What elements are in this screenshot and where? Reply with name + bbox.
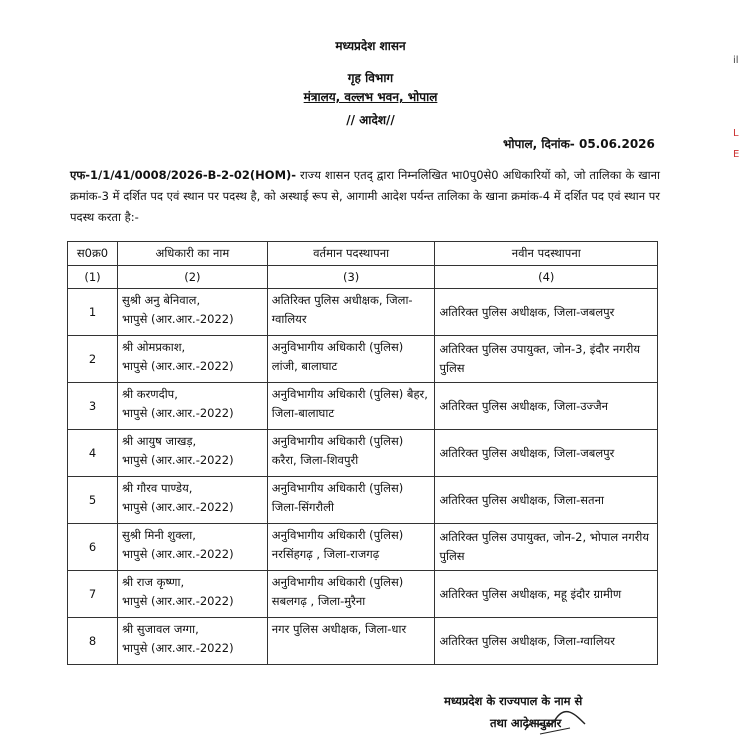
serial-number: 7 <box>68 571 118 618</box>
handwritten-signature <box>520 708 590 738</box>
serial-number: 6 <box>68 524 118 571</box>
margin-mark: L <box>733 128 739 139</box>
signoff-line-2: तथा आदेशानुसार <box>490 716 562 730</box>
officer-name: श्री गौरव पाण्डेय, <box>121 481 193 495</box>
issuer-department: गृह विभाग <box>347 71 394 85</box>
new-posting: अतिरिक्त पुलिस अधीक्षक, महू इंदौर ग्रामीण <box>435 571 658 618</box>
current-posting: अनुविभागीय अधिकारी (पुलिस) लांजी, बालाघाट <box>267 336 435 383</box>
officer-name: श्री ओमप्रकाश, <box>121 340 186 354</box>
officer-service: भापुसे (आर.आर.-2022) <box>121 312 234 326</box>
officer-service: भापुसे (आर.आर.-2022) <box>121 359 234 373</box>
table-row <box>68 289 658 336</box>
officer-cell <box>117 524 267 571</box>
officer-service: भापुसे (आर.आर.-2022) <box>121 641 234 655</box>
table-row <box>68 571 658 618</box>
current-posting: अतिरिक्त पुलिस अधीक्षक, जिला-ग्वालियर <box>267 289 435 336</box>
current-posting: अनुविभागीय अधिकारी (पुलिस) करैरा, जिला-शिवपुरी <box>267 430 435 477</box>
officer-cell <box>117 430 267 477</box>
order-date: भोपाल, दिनांक- 05.06.2026 <box>503 137 655 151</box>
serial-number: 2 <box>68 336 118 383</box>
order-text: राज्य शासन एतद् द्वारा निम्नलिखित भा0पु0से0 अधिकारियों को, जो तालिका के खाना क्रमांक-3 में दर्शित पद एवं स्थान पर पदस्थ है, को अस्थाई रूप से, आगामी आदेश पर्यन्त तालिका के खाना क्रमांक-4 में दर्शित पद एवं स्थान पर पदस्थ करता है:- <box>70 168 660 224</box>
serial-number: 5 <box>68 477 118 524</box>
current-posting: अनुविभागीय अधिकारी (पुलिस) नरसिंहगढ़ , जिला-राजगढ़ <box>267 524 435 571</box>
order-heading: // आदेश// <box>346 113 395 127</box>
current-posting: नगर पुलिस अधीक्षक, जिला-धार <box>267 618 435 665</box>
current-posting: अनुविभागीय अधिकारी (पुलिस) बैहर, जिला-बालाघाट <box>267 383 435 430</box>
column-number: (4) <box>435 266 658 289</box>
serial-number: 1 <box>68 289 118 336</box>
new-posting: अतिरिक्त पुलिस अधीक्षक, जिला-सतना <box>435 477 658 524</box>
serial-number: 3 <box>68 383 118 430</box>
new-posting: अतिरिक्त पुलिस अधीक्षक, जिला-जबलपुर <box>435 430 658 477</box>
posting-table <box>67 241 658 665</box>
table-row <box>68 477 658 524</box>
signoff-line-1: मध्यप्रदेश के राज्यपाल के नाम से <box>444 694 583 708</box>
new-posting: अतिरिक्त पुलिस उपायुक्त, जोन-3, इंदौर नगरीय पुलिस <box>435 336 658 383</box>
new-posting: अतिरिक्त पुलिस उपायुक्त, जोन-2, भोपाल नगरीय पुलिस <box>435 524 658 571</box>
issuer-government: मध्यप्रदेश शासन <box>335 39 406 53</box>
current-posting: अनुविभागीय अधिकारी (पुलिस) सबलगढ़ , जिला-मुरैना <box>267 571 435 618</box>
officer-service: भापुसे (आर.आर.-2022) <box>121 453 234 467</box>
table-row <box>68 383 658 430</box>
officer-name: सुश्री अनु बेनिवाल, <box>121 293 201 307</box>
order-paragraph <box>70 165 660 228</box>
order-reference: एफ-1/1/41/0008/2026-B-2-02(HOM)- <box>70 168 297 182</box>
new-posting: अतिरिक्त पुलिस अधीक्षक, जिला-उज्जैन <box>435 383 658 430</box>
officer-name: श्री करणदीप, <box>121 387 178 401</box>
officer-cell <box>117 336 267 383</box>
serial-number: 8 <box>68 618 118 665</box>
officer-cell <box>117 618 267 665</box>
margin-mark: E <box>733 149 740 160</box>
column-number: (1) <box>68 266 118 289</box>
officer-cell <box>117 477 267 524</box>
officer-name: श्री आयुष जाखड़, <box>121 434 197 448</box>
officer-cell <box>117 383 267 430</box>
header-officer-name: अधिकारी का नाम <box>117 242 267 266</box>
officer-service: भापुसे (आर.आर.-2022) <box>121 594 234 608</box>
serial-number: 4 <box>68 430 118 477</box>
officer-name: श्री सुजावल जग्गा, <box>121 622 199 636</box>
header-new-posting: नवीन पदस्थापना <box>435 242 658 266</box>
table-row <box>68 618 658 665</box>
officer-name: सुश्री मिनी शुक्ला, <box>121 528 196 542</box>
issuer-address: मंत्रालय, वल्लभ भवन, भोपाल <box>303 90 438 104</box>
new-posting: अतिरिक्त पुलिस अधीक्षक, जिला-ग्वालियर <box>435 618 658 665</box>
table-row <box>68 336 658 383</box>
officer-service: भापुसे (आर.आर.-2022) <box>121 406 234 420</box>
table-header-row <box>68 242 658 266</box>
table-row <box>68 524 658 571</box>
current-posting: अनुविभागीय अधिकारी (पुलिस) जिला-सिंगरौली <box>267 477 435 524</box>
officer-service: भापुसे (आर.आर.-2022) <box>121 500 234 514</box>
table-row <box>68 430 658 477</box>
officer-name: श्री राज कृष्णा, <box>121 575 185 589</box>
header-current-posting: वर्तमान पदस्थापना <box>267 242 435 266</box>
new-posting: अतिरिक्त पुलिस अधीक्षक, जिला-जबलपुर <box>435 289 658 336</box>
column-number: (3) <box>267 266 435 289</box>
margin-mark: il <box>733 55 739 66</box>
header-serial: स0क्र0 <box>68 242 118 266</box>
column-number-row <box>68 266 658 289</box>
officer-cell <box>117 571 267 618</box>
officer-cell <box>117 289 267 336</box>
column-number: (2) <box>117 266 267 289</box>
officer-service: भापुसे (आर.आर.-2022) <box>121 547 234 561</box>
